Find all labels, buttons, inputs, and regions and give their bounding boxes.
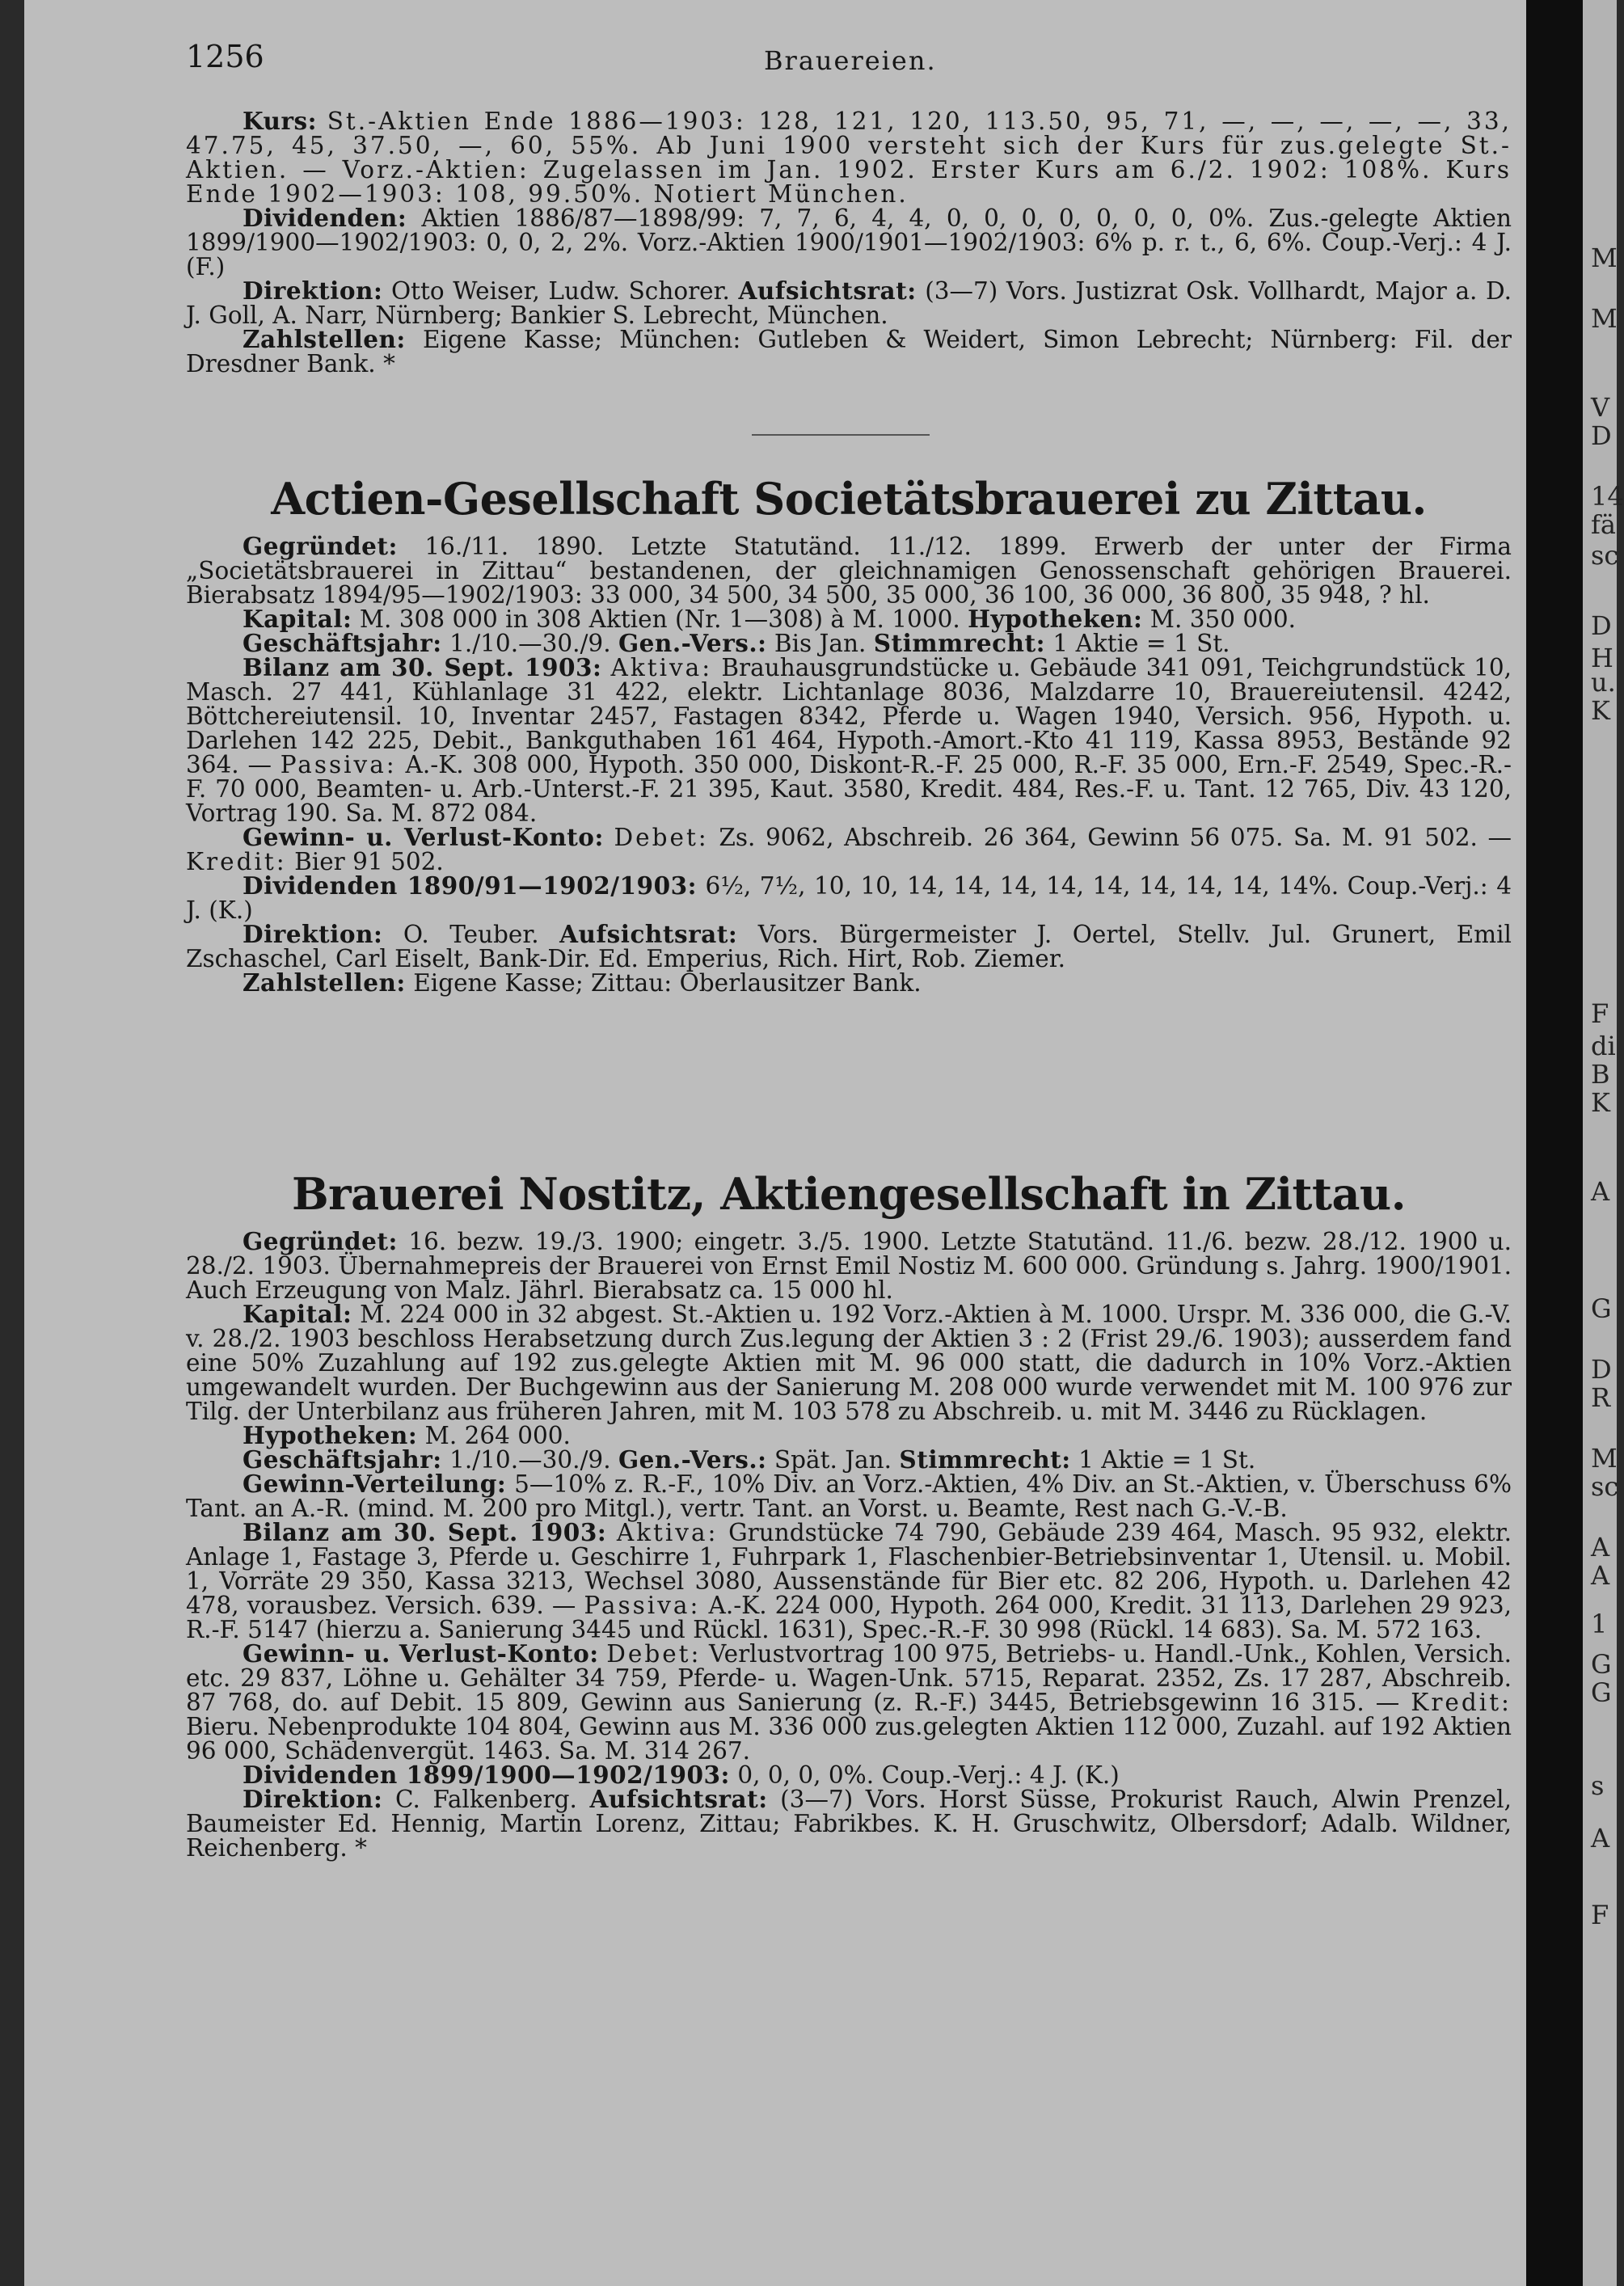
debet-text: Zs. 9062, Abschreib. 26 364, Gewinn 56 075. Sa. M. 91 502. —	[719, 824, 1512, 851]
adjacent-fragment: F	[1591, 998, 1609, 1029]
aufsichtsrat-text: (3—7) Vors. Horst Süsse, Prokurist Rauch, Alwin Prenzel, Baumeister Ed. Hennig, Martin Lorenz, Zittau; Fabrikbes. K. H. Gruschwitz, Olbersdorf; Adalb. Wildner, Reichenberg. *	[186, 1786, 1512, 1862]
zahlstellen-entry	[186, 327, 1512, 376]
aktiva-label: Aktiva:	[610, 654, 713, 681]
zahlstellen-entry	[186, 968, 1512, 997]
direktion-label: Direktion:	[243, 276, 383, 305]
adjacent-fragment: s	[1591, 1770, 1605, 1801]
dividenden-entry	[186, 871, 1512, 924]
aktiva-text: Brauhausgrundstücke u. Gebäude 341 091, Teichgrundstück 10, Masch. 27 441, Kühlanlage 31 422, elektr. Lichtanlage 8036, Malzdarre 10, Brauereiutensil. 4242, Böttchereiutensil. 10, Inventar 2457, Fastagen 8342, Pferde u. Wagen 1940, Versich. 956, Hypoth. u. Darlehen 142 225, Debit., Bankguthaben 161 464, Hypoth.-Amort.-Kto 41 119, Kassa 8953, Bestände 92 364. —	[186, 654, 1512, 778]
kapital-label: Kapital:	[243, 605, 352, 633]
kurs-label: Kurs:	[243, 107, 317, 135]
company-title: Actien-Gesellschaft Societätsbrauerei zu Zittau.	[271, 473, 1427, 525]
adjacent-fragment: M	[1591, 243, 1618, 273]
hypotheken-label: Hypotheken:	[968, 605, 1143, 633]
adjacent-fragment: B	[1591, 1059, 1610, 1090]
direktion-entry	[186, 276, 1512, 329]
debet-text: Verlustvortrag 100 975, Betriebs- u. Handl.-Unk., Kohlen, Versich. etc. 29 837, Löhne u. Gehälter 34 759, Pferde- u. Wagen-Unk. 5715, Reparat. 2352, Zs. 17 287, Abschreib. 87 768, do. auf Debit. 15 809, Gewinn aus Sanierung (z. R.-F.) 3445, Betriebsgewinn 16 315. —	[186, 1640, 1512, 1716]
geschaeftsjahr-text: 1./10.—30./9.	[449, 1446, 611, 1474]
gewinn-label: Gewinn- u. Verlust-Konto:	[243, 1639, 599, 1668]
geschaeftsjahr-entry	[186, 631, 1512, 656]
section-divider	[752, 434, 930, 436]
bilanz-label: Bilanz am 30. Sept. 1903:	[243, 653, 602, 681]
dividenden-entry	[186, 1763, 1512, 1787]
adjacent-fragment: A	[1591, 1560, 1610, 1591]
direktion-label: Direktion:	[243, 1785, 383, 1813]
hypotheken-text: M. 350 000.	[1149, 605, 1297, 633]
kapital-label: Kapital:	[243, 1300, 352, 1328]
section-societaetsbrauerei	[186, 473, 1512, 995]
gegruendet-entry	[186, 1229, 1512, 1302]
genvers-text: Bis Jan.	[774, 630, 867, 657]
adjacent-fragment: R	[1591, 1382, 1611, 1413]
adjacent-fragment: F	[1591, 1900, 1609, 1930]
aktiva-text: Grundstücke 74 790, Gebäude 239 464, Masch. 95 932, elektr. Anlage 1, Fastage 3, Pferde u. Geschirre 1, Fuhrpark 1, Flaschenbier-Betriebsinventar 1, Utensil. u. Mobil. 1, Vorräte 29 350, Kassa 3213, Wechsel 3080, Aussenstände für Bier etc. 82 206, Hypoth. u. Darlehen 42 478, vorausbez. Versich. 639. —	[186, 1519, 1512, 1619]
adjacent-fragment: A	[1591, 1532, 1610, 1563]
geschaeftsjahr-label: Geschäftsjahr:	[243, 1445, 442, 1474]
adjacent-fragment: di	[1591, 1031, 1616, 1061]
debet-label: Debet:	[606, 1640, 702, 1668]
adjacent-fragment: D	[1591, 610, 1612, 641]
bilanz-entry	[186, 1520, 1512, 1642]
genvers-text: Spät. Jan.	[774, 1446, 892, 1474]
adjacent-fragment: M	[1591, 303, 1618, 334]
gegruendet-text: 16. bezw. 19./3. 1900; eingetr. 3./5. 1900. Letzte Statutänd. 11./6. bezw. 28./12. 1900 u. 28./2. 1903. Übernahmepreis der Brauerei von Ernst Emil Nostiz M. 600 000. Gründung s. Jahrg. 1900/1901. Auch Erzeugung von Malz. Jährl. Bierabsatz ca. 15 000 hl.	[186, 1228, 1512, 1304]
adjacent-fragment: V	[1591, 392, 1610, 423]
document-page	[24, 0, 1526, 2286]
stimmrecht-text: 1 Aktie = 1 St.	[1078, 1446, 1256, 1474]
hypotheken-text: M. 264 000.	[424, 1422, 571, 1449]
stimmrecht-label: Stimmrecht:	[899, 1445, 1071, 1474]
geschaeftsjahr-text: 1./10.—30./9.	[449, 630, 611, 657]
kredit-label: Kredit:	[186, 848, 287, 875]
dividenden-label: Dividenden 1899/1900—1902/1903:	[243, 1761, 730, 1789]
aufsichtsrat-label: Aufsichtsrat:	[738, 276, 917, 305]
adjacent-fragment: K	[1591, 695, 1610, 726]
section-continuation	[186, 109, 1512, 376]
gewinnverteilung-label: Gewinn-Verteilung:	[243, 1470, 507, 1498]
zahlstellen-label: Zahlstellen:	[243, 325, 406, 353]
bilanz-label: Bilanz am 30. Sept. 1903:	[243, 1518, 607, 1546]
adjacent-fragment: D	[1591, 420, 1612, 451]
direktion-text: O. Teuber.	[403, 921, 539, 948]
adjacent-fragment: A	[1591, 1823, 1610, 1854]
aufsichtsrat-text: Vors. Bürgermeister J. Oertel, Stellv. Jul. Grunert, Emil Zschaschel, Carl Eiselt, Bank-Dir. Ed. Emperius, Rich. Hirt, Rob. Ziemer.	[186, 921, 1512, 972]
adjacent-fragment: G	[1591, 1293, 1612, 1324]
adjacent-fragment: fä	[1591, 509, 1616, 540]
genvers-label: Gen.-Vers.:	[618, 629, 767, 657]
page-header	[24, 39, 1526, 79]
kredit-label: Kredit:	[1411, 1689, 1512, 1716]
adjacent-fragment: 1	[1591, 1609, 1608, 1639]
dividenden-label: Dividenden 1890/91—1902/1903:	[243, 871, 698, 900]
geschaeftsjahr-label: Geschäftsjahr:	[243, 629, 442, 657]
section-brauerei-nostitz	[186, 1168, 1512, 1860]
direktion-label: Direktion:	[243, 920, 383, 948]
passiva-text: A.-K. 224 000, Hypoth. 264 000, Kredit. 31 113, Darlehen 29 923, R.-F. 5147 (hierzu a. Sanierung 3445 und Rückl. 1631), Spec.-R.-F. 30 998 (Rückl. 14 683). Sa. M. 572 163.	[186, 1592, 1512, 1643]
adjacent-fragment: sc	[1591, 540, 1619, 571]
adjacent-fragment: A	[1591, 1176, 1610, 1207]
dividenden-text: 0, 0, 0, 0%. Coup.-Verj.: 4 J. (K.)	[737, 1761, 1120, 1789]
aufsichtsrat-label: Aufsichtsrat:	[559, 920, 738, 948]
dividenden-label: Dividenden:	[243, 204, 407, 232]
adjacent-fragment: H	[1591, 643, 1613, 673]
direktion-text: C. Falkenberg.	[394, 1786, 577, 1813]
kredit-text: Bieru. Nebenprodukte 104 804, Gewinn aus M. 336 000 zus.gelegten Aktien 112 000, Zuzahl. auf 192 Aktien 96 000, Schädenvergüt. 1463. Sa. M. 314 267.	[186, 1713, 1512, 1765]
passiva-label: Passiva:	[280, 751, 397, 778]
company-title: Brauerei Nostitz, Aktiengesellschaft in Zittau.	[292, 1168, 1406, 1220]
geschaeftsjahr-entry	[186, 1445, 1512, 1474]
adjacent-fragment: G	[1591, 1649, 1612, 1680]
adjacent-fragment: M	[1591, 1443, 1618, 1474]
dividenden-text: Aktien 1886/87—1898/99: 7, 7, 6, 4, 4, 0, 0, 0, 0, 0, 0, 0, 0%. Zus.-gelegte Aktien 1899/1900—1902/1903: 0, 0, 2, 2%. Vorz.-Aktien 1900/1901—1902/1903: 6% p. r. t., 6, 6%. Coup.-Verj.: 4 J. (F.)	[186, 205, 1512, 280]
zahlstellen-text: Eigene Kasse; Zittau: Oberlausitzer Bank.	[413, 969, 922, 997]
gewinn-entry	[186, 825, 1512, 874]
adjacent-fragment: 14	[1591, 481, 1624, 512]
adjacent-fragment: sc	[1591, 1471, 1619, 1502]
stimmrecht-label: Stimmrecht:	[873, 629, 1046, 657]
bilanz-entry	[186, 653, 1512, 827]
dividenden-text: 6½, 7½, 10, 10, 14, 14, 14, 14, 14, 14, 14, 14, 14%. Coup.-Verj.: 4 J. (K.)	[186, 872, 1512, 924]
gewinnverteilung-text: 5—10% z. R.-F., 10% Div. an Vorz.-Aktien, 4% Div. an St.-Aktien, v. Überschuss 6% Tant. an A.-R. (mind. M. 200 pro Mitgl.), vertr. Tant. an Vorst. u. Beamte, Rest nach G.-V.-B.	[186, 1470, 1512, 1522]
genvers-label: Gen.-Vers.:	[618, 1445, 767, 1474]
zahlstellen-text: Eigene Kasse; München: Gutleben & Weidert, Simon Lebrecht; Nürnberg: Fil. der Dresdner Bank. *	[186, 326, 1512, 377]
dividenden-entry	[186, 206, 1512, 279]
gegruendet-label: Gegründet:	[243, 1227, 398, 1255]
gegruendet-entry	[186, 534, 1512, 607]
gegruendet-label: Gegründet:	[243, 532, 398, 560]
kapital-text: M. 224 000 in 32 abgest. St.-Aktien u. 192 Vorz.-Aktien à M. 1000. Urspr. M. 336 000, die G.-V. v. 28./2. 1903 beschloss Herabsetzung durch Zus.legung der Aktien 3 : 2 (Frist 29./6. 1903); ausserdem fand eine 50% Zuzahlung auf 192 zus.gelegte Aktien mit M. 96 000 statt, die dadurch in 10% Vorz.-Aktien umgewandelt wurden. Der Buchgewinn aus der Sanierung M. 208 000 wurde verwendet mit M. 100 976 zur Tilg. der Unterbilanz aus früheren Jahren, mit M. 103 578 zu Abschreib. u. mit M. 3446 zu Rücklagen.	[186, 1301, 1512, 1425]
gewinn-entry	[186, 1639, 1512, 1765]
adjacent-fragment: u.	[1591, 667, 1616, 698]
kurs-text: St.-Aktien Ende 1886—1903: 128, 121, 120, 113.50, 95, 71, —, —, —, —, —, 33, 47.75, 45, 37.50, —, 60, 55%. Ab Juni 1900 versteht sich der Kurs für zus.gelegte St.-Aktien. — Vorz.-Aktien: Zugelassen im Jan. 1902. Erster Kurs am 6./2. 1902: 108%. Kurs Ende 1902—1903: 108, 99.50%. Notiert München.	[186, 108, 1512, 208]
hypotheken-entry	[186, 1423, 1512, 1448]
gewinnverteilung-entry	[186, 1472, 1512, 1520]
passiva-text: A.-K. 308 000, Hypoth. 350 000, Diskont-R.-F. 25 000, R.-F. 35 000, Ern.-F. 2549, Spec.-R.-F. 70 000, Beamten- u. Arb.-Unterst.-F. 21 395, Kaut. 3580, Kredit. 484, Res.-F. u. Tant. 12 765, Div. 43 120, Vortrag 190. Sa. M. 872 084.	[186, 751, 1512, 827]
aufsichtsrat-text: (3—7) Vors. Justizrat Osk. Vollhardt, Major a. D. J. Goll, A. Narr, Nürnberg; Bankier S. Lebrecht, München.	[186, 277, 1512, 329]
passiva-label: Passiva:	[584, 1592, 701, 1619]
page-number: 1256	[186, 39, 264, 74]
kapital-entry	[186, 607, 1512, 631]
running-head: Brauereien.	[764, 45, 937, 76]
stimmrecht-text: 1 Aktie = 1 St.	[1052, 630, 1230, 657]
kurs-entry	[186, 109, 1512, 206]
zahlstellen-label: Zahlstellen:	[243, 968, 406, 997]
direktion-entry	[186, 922, 1512, 971]
gegruendet-text: 16./11. 1890. Letzte Statutänd. 11./12. 1899. Erwerb der unter der Firma „Societätsbrauerei in Zittau“ bestandenen, der gleichnamigen Genossenschaft gehörigen Brauerei. Bierabsatz 1894/95—1902/1903: 33 000, 34 500, 34 500, 35 000, 36 100, 36 000, 36 800, 35 948, ? hl.	[186, 533, 1512, 609]
hypotheken-label: Hypotheken:	[243, 1421, 418, 1449]
book-gutter	[1526, 0, 1583, 2286]
adjacent-page-edge	[1583, 0, 1624, 2286]
adjacent-fragment: D	[1591, 1354, 1612, 1385]
aktiva-label: Aktiva:	[616, 1519, 719, 1546]
adjacent-fragment: K	[1591, 1087, 1610, 1118]
kredit-text: Bier 91 502.	[294, 848, 444, 875]
aufsichtsrat-label: Aufsichtsrat:	[589, 1785, 768, 1813]
direktion-text: Otto Weiser, Ludw. Schorer.	[390, 277, 730, 305]
kapital-text: M. 308 000 in 308 Aktien (Nr. 1—308) à M. 1000.	[359, 605, 960, 633]
gewinn-label: Gewinn- u. Verlust-Konto:	[243, 823, 604, 851]
kapital-entry	[186, 1302, 1512, 1423]
debet-label: Debet:	[614, 824, 709, 851]
direktion-entry	[186, 1787, 1512, 1860]
adjacent-fragment: G	[1591, 1677, 1612, 1708]
